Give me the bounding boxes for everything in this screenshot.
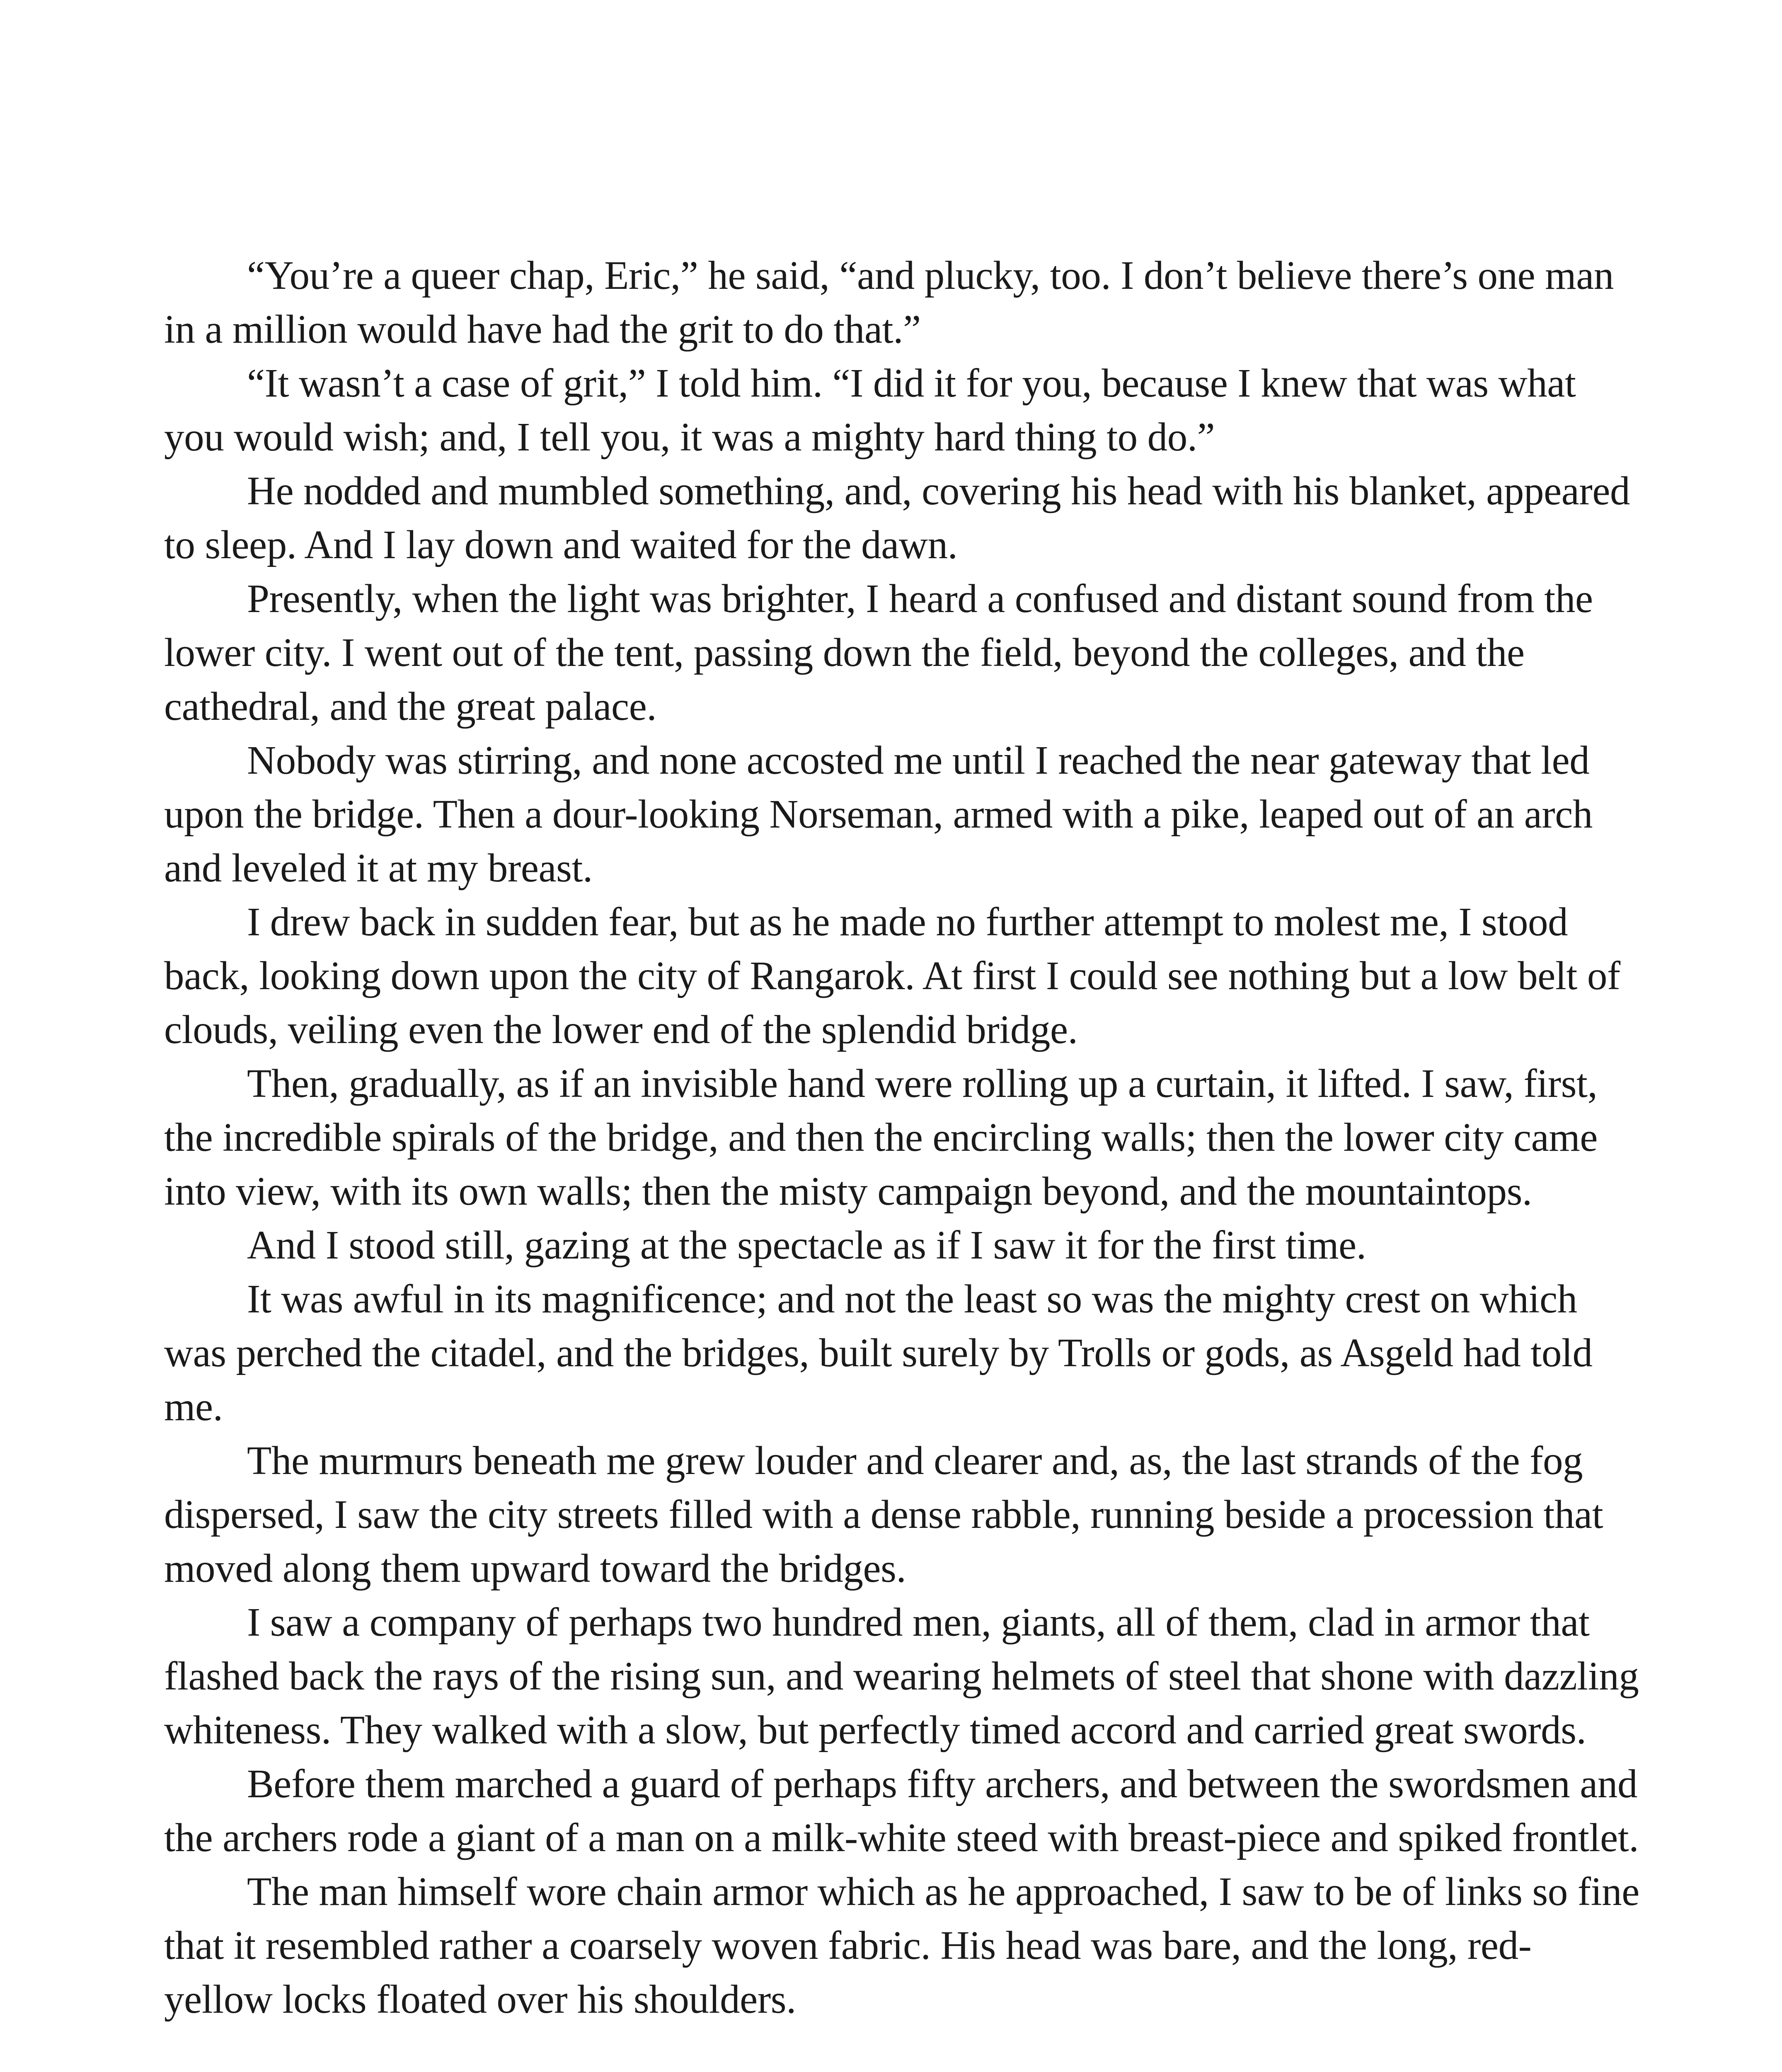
paragraph: It was awful in its magnificence; and not the least so was the mighty crest on which was perched the citadel, and the bridges, built surely by Trolls or gods, as Asgeld had told me. xyxy=(164,1277,1593,1429)
paragraph: I saw a company of perhaps two hundred men, giants, all of them, clad in armor that flashed back the rays of the rising sun, and wearing helmets of steel that shone with dazzling whiteness. They walked with a slow, but perfectly timed accord and carried great swords. xyxy=(164,1600,1639,1752)
paragraph: Nobody was stirring, and none accosted me until I reached the near gateway that led upon the bridge. Then a dour-looking Norseman, armed with a pike, leaped out of an arch and leveled it at my breast. xyxy=(164,738,1593,890)
paragraph: The man himself wore chain armor which as he approached, I saw to be of links so fine that it resembled rather a coarsely woven fabric. His head was bare, and the long, red-yellow locks floated over his shoulders. xyxy=(164,1869,1639,2021)
page-body-text xyxy=(164,249,1639,2026)
paragraph: Then, gradually, as if an invisible hand were rolling up a curtain, it lifted. I saw, first, the incredible spirals of the bridge, and then the encircling walls; then the lower city came into view, with its own walls; then the misty campaign beyond, and the mountaintops. xyxy=(164,1061,1598,1213)
paragraph: Presently, when the light was brighter, I heard a confused and distant sound from the lower city. I went out of the tent, passing down the field, beyond the colleges, and the cathedral, and the great palace. xyxy=(164,576,1593,729)
paragraph: I drew back in sudden fear, but as he made no further attempt to molest me, I stood back, looking down upon the city of Rangarok. At first I could see nothing but a low belt of clouds, veiling even the lower end of the splendid bridge. xyxy=(164,900,1620,1052)
paragraph: “You’re a queer chap, Eric,” he said, “and plucky, too. I don’t believe there’s one man in a million would have had the grit to do that.” xyxy=(164,253,1614,351)
paragraph: And I stood still, gazing at the spectacle as if I saw it for the first time. xyxy=(247,1223,1366,1267)
paragraph: He nodded and mumbled something, and, covering his head with his blanket, appeared to sleep. And I lay down and waited for the dawn. xyxy=(164,469,1630,567)
paragraph: The murmurs beneath me grew louder and clearer and, as, the last strands of the fog dispersed, I saw the city streets filled with a dense rabble, running beside a procession that moved along them upward toward the bridges. xyxy=(164,1438,1603,1590)
paragraph: Before them marched a guard of perhaps fifty archers, and between the swordsmen and the archers rode a giant of a man on a milk-white steed with breast-piece and spiked frontlet. xyxy=(164,1762,1639,1860)
paragraph: “It wasn’t a case of grit,” I told him. “I did it for you, because I knew that was what you would wish; and, I tell you, it was a mighty hard thing to do.” xyxy=(164,361,1576,459)
